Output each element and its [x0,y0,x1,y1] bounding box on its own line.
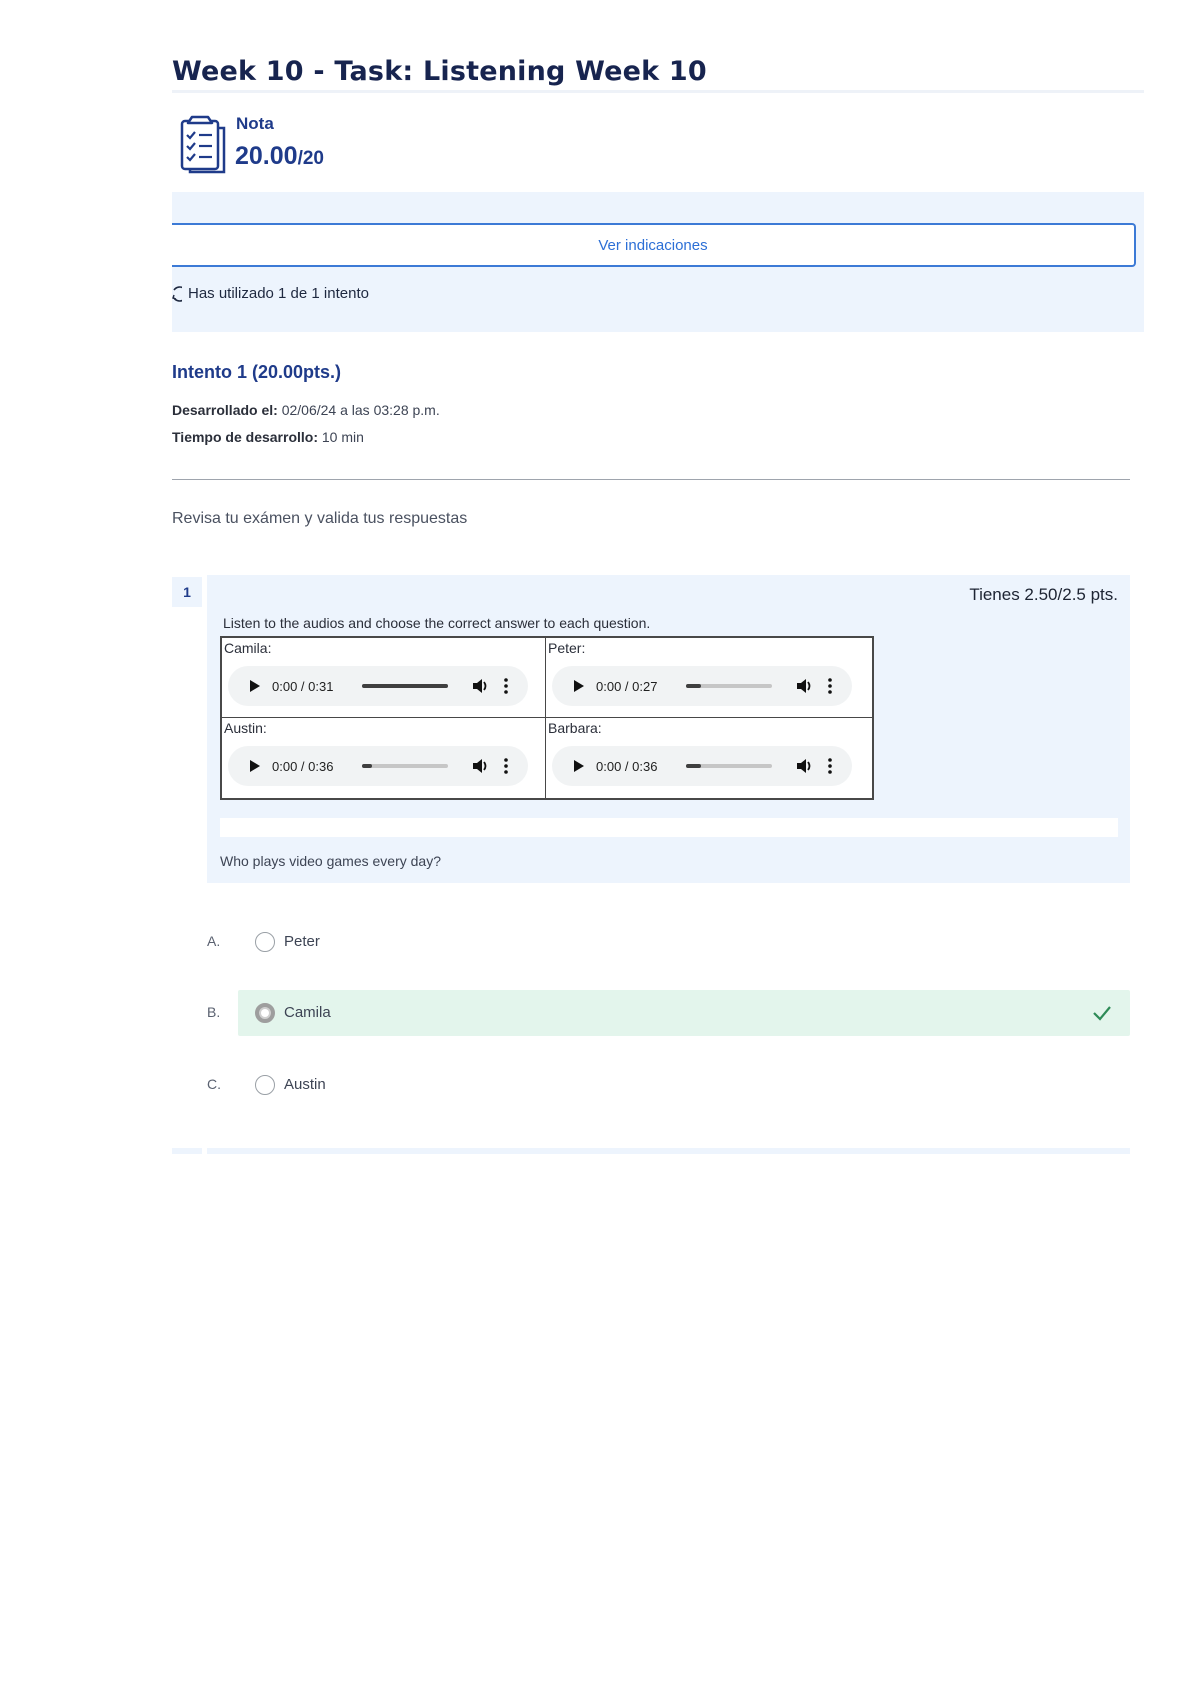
option-row-selected[interactable] [238,990,1130,1036]
attempt-points: (20.00pts.) [252,362,342,382]
development-time [172,429,364,445]
audio-progress-fill [686,684,701,688]
option-letter: C. [207,1076,221,1092]
answer-option-c [207,1062,1130,1108]
audio-time: 0:00 / 0:31 [272,678,334,694]
speaker-name: Barbara: [548,720,602,736]
speaker-name: Austin: [224,720,267,736]
option-letter: B. [207,1004,221,1020]
radio-button[interactable] [255,932,275,952]
next-question-card-stub [207,1148,1130,1154]
view-instructions-button[interactable]: Ver indicaciones [172,223,1136,267]
more-options-icon[interactable] [828,758,832,774]
question-score: Tienes 2.50/2.5 pts. [969,585,1118,604]
audio-progress-fill [362,764,372,768]
question-number: 1 [172,577,202,607]
checkmark-icon [1092,1004,1112,1022]
option-row[interactable] [238,1062,1130,1108]
attempt-title: Intento 1 [172,362,247,382]
play-icon[interactable] [250,760,260,772]
audio-cell [546,638,872,718]
info-panel [172,192,1144,332]
grade-value [235,142,324,171]
volume-icon[interactable] [472,678,490,694]
audio-time: 0:00 / 0:27 [596,678,658,694]
audio-table [220,636,874,800]
play-icon[interactable] [574,760,584,772]
option-label: Peter [284,933,320,950]
audio-player[interactable] [228,666,528,706]
volume-icon[interactable] [796,678,814,694]
audio-player[interactable] [228,746,528,786]
option-label: Austin [284,1076,326,1093]
audio-progress-fill [362,684,448,688]
title-divider [172,90,1144,93]
more-options-icon[interactable] [504,758,508,774]
developed-value: 02/06/24 a las 03:28 p.m. [281,402,440,418]
more-options-icon[interactable] [504,678,508,694]
answer-option-a [207,919,1130,965]
question-text: Who plays video games every day? [220,853,441,869]
attempts-text: Has utilizado 1 de 1 intento [188,285,369,302]
audio-time: 0:00 / 0:36 [272,758,334,774]
page-title: Week 10 - Task: Listening Week 10 [172,56,707,87]
speaker-name: Peter: [548,640,586,656]
audio-cell [546,718,872,798]
play-icon[interactable] [250,680,260,692]
grade-max: /20 [297,148,324,169]
audio-progress-fill [686,764,701,768]
audio-player[interactable] [552,666,852,706]
option-letter: A. [207,933,221,949]
audio-player[interactable] [552,746,852,786]
audio-cell [222,718,546,798]
answer-option-b [207,990,1130,1036]
option-label: Camila [284,1004,331,1021]
audio-progress-slider[interactable] [362,684,448,688]
option-row[interactable] [238,919,1130,965]
audio-cell [222,638,546,718]
radio-button[interactable] [255,1075,275,1095]
answer-strip [220,818,1118,837]
radio-button-selected[interactable] [255,1003,275,1023]
attempts-info [172,285,369,302]
audio-time: 0:00 / 0:36 [596,758,658,774]
play-icon[interactable] [574,680,584,692]
checklist-document-icon [178,112,230,174]
audio-progress-slider[interactable] [686,764,772,768]
review-note: Revisa tu exámen y valida tus respuestas [172,510,468,527]
volume-icon[interactable] [796,758,814,774]
duration-value: 10 min [321,429,364,445]
question-card [207,575,1130,883]
audio-progress-slider[interactable] [686,684,772,688]
question-prompt: Listen to the audios and choose the correct answer to each question. [223,615,651,631]
developed-date [172,402,440,418]
developed-label: Desarrollado el: [172,402,278,418]
next-question-number-stub [172,1148,202,1154]
grade-label: Nota [236,114,274,133]
duration-label: Tiempo de desarrollo: [172,429,318,445]
attempt-heading [172,362,341,383]
speaker-name: Camila: [224,640,272,656]
audio-progress-slider[interactable] [362,764,448,768]
refresh-icon [172,286,182,302]
volume-icon[interactable] [472,758,490,774]
grade-score: 20.00 [235,142,298,170]
more-options-icon[interactable] [828,678,832,694]
section-divider [172,479,1130,480]
